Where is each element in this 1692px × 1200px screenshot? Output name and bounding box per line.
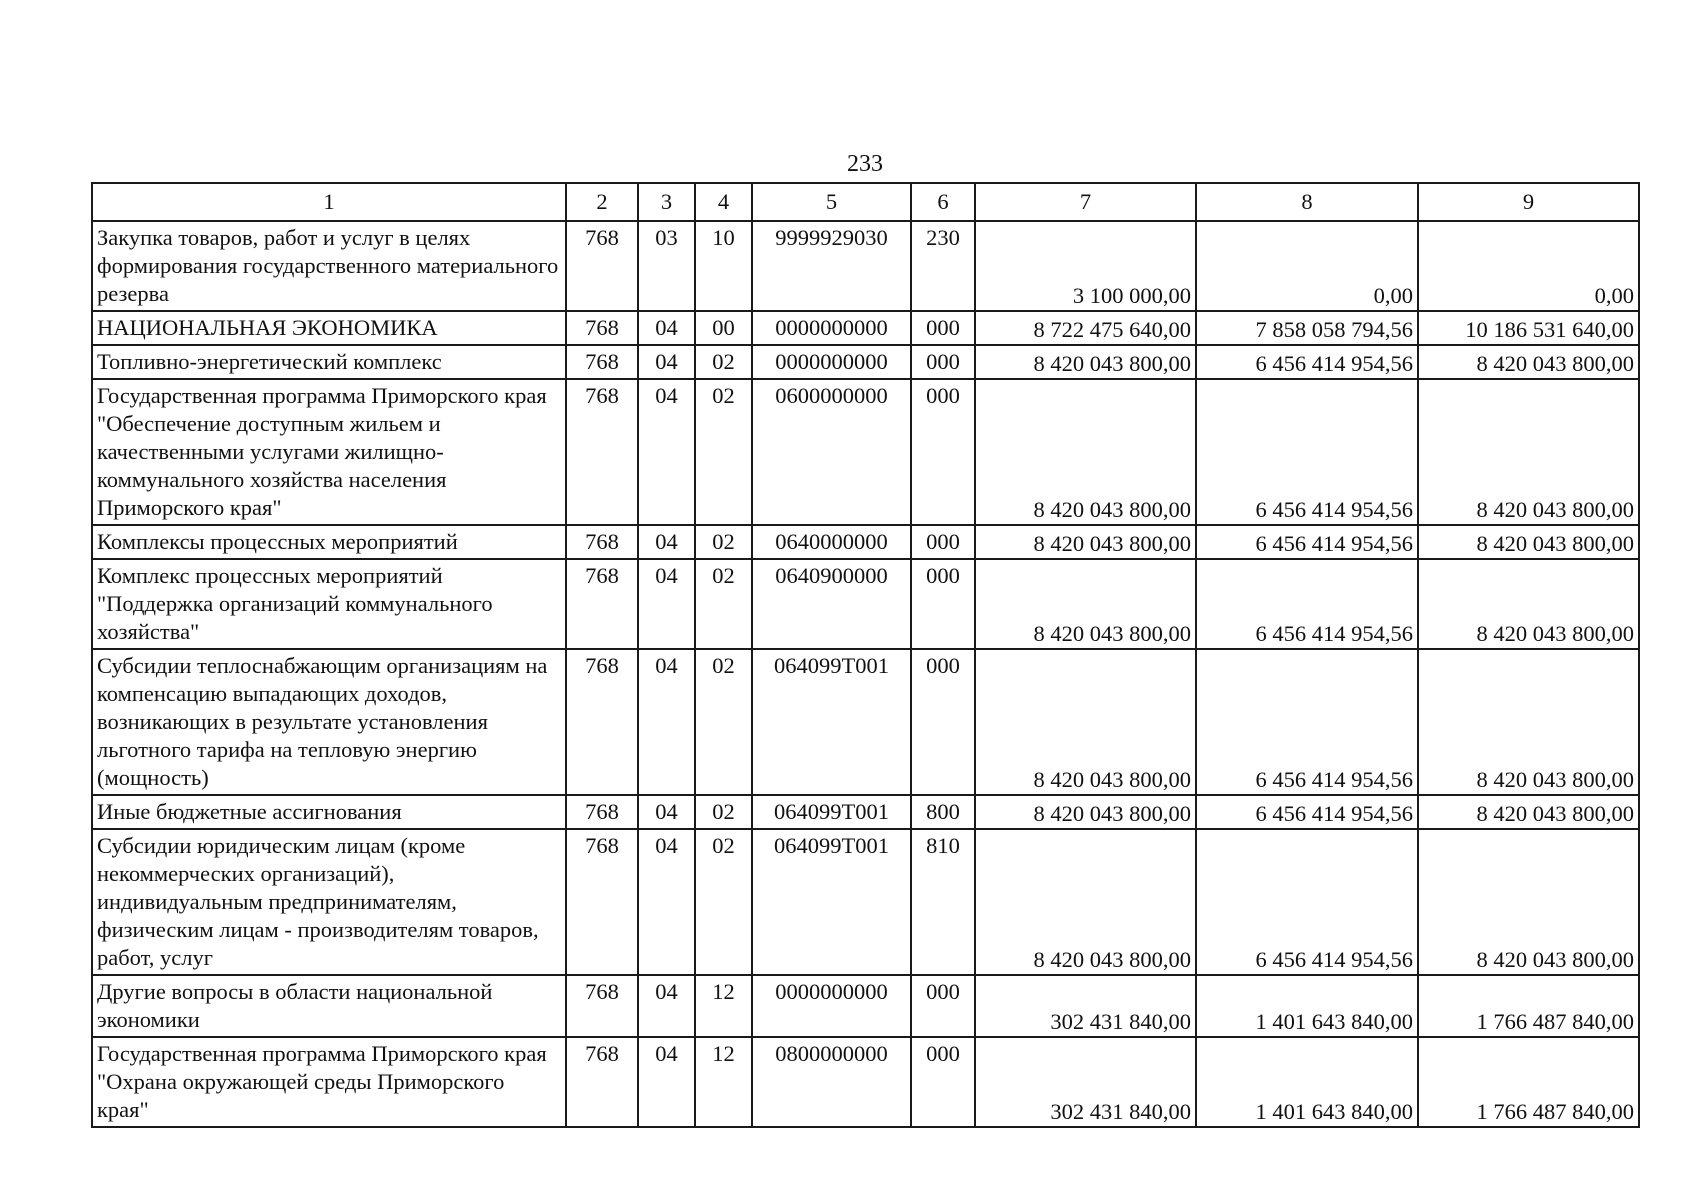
- column-header: 4: [695, 183, 752, 221]
- subsection-code: 02: [695, 379, 752, 525]
- table-row: [92, 829, 1639, 975]
- section-code: 04: [638, 559, 695, 649]
- amount-col8: 1 401 643 840,00: [1196, 975, 1418, 1037]
- amount-col9: 8 420 043 800,00: [1418, 795, 1639, 829]
- table-row: [92, 649, 1639, 795]
- subsection-code: 02: [695, 795, 752, 829]
- expense-type-code: 230: [911, 221, 975, 311]
- subsection-code: 02: [695, 345, 752, 379]
- expense-name: Комплекс процессных мероприятий "Поддержка организаций коммунального хозяйства": [92, 559, 566, 649]
- amount-col8: 6 456 414 954,56: [1196, 379, 1418, 525]
- amount-col8: 6 456 414 954,56: [1196, 829, 1418, 975]
- expense-name: Комплексы процессных мероприятий: [92, 525, 566, 559]
- expense-type-code: 000: [911, 1037, 975, 1127]
- column-header: 5: [752, 183, 911, 221]
- subsection-code: 12: [695, 1037, 752, 1127]
- amount-col9: 1 766 487 840,00: [1418, 975, 1639, 1037]
- amount-col8: 6 456 414 954,56: [1196, 649, 1418, 795]
- subsection-code: 02: [695, 829, 752, 975]
- amount-col9: 8 420 043 800,00: [1418, 345, 1639, 379]
- amount-col7: 3 100 000,00: [975, 221, 1196, 311]
- amount-col7: 8 722 475 640,00: [975, 311, 1196, 345]
- amount-col9: 8 420 043 800,00: [1418, 829, 1639, 975]
- ministry-code: 768: [566, 525, 638, 559]
- table-row: [92, 525, 1639, 559]
- subsection-code: 02: [695, 525, 752, 559]
- section-code: 04: [638, 311, 695, 345]
- ministry-code: 768: [566, 829, 638, 975]
- amount-col8: 6 456 414 954,56: [1196, 559, 1418, 649]
- amount-col9: 8 420 043 800,00: [1418, 559, 1639, 649]
- subsection-code: 12: [695, 975, 752, 1037]
- amount-col9: 0,00: [1418, 221, 1639, 311]
- amount-col7: 8 420 043 800,00: [975, 795, 1196, 829]
- column-header: 1: [92, 183, 566, 221]
- amount-col8: 0,00: [1196, 221, 1418, 311]
- expense-name: Государственная программа Приморского края "Охрана окружающей среды Приморского края": [92, 1037, 566, 1127]
- amount-col9: 8 420 043 800,00: [1418, 379, 1639, 525]
- expense-name: Топливно-энергетический комплекс: [92, 345, 566, 379]
- target-article-code: 0000000000: [752, 975, 911, 1037]
- table-row: [92, 379, 1639, 525]
- amount-col9: 1 766 487 840,00: [1418, 1037, 1639, 1127]
- expense-type-code: 000: [911, 345, 975, 379]
- column-header: 7: [975, 183, 1196, 221]
- budget-table: [91, 182, 1640, 1128]
- target-article-code: 064099Т001: [752, 795, 911, 829]
- amount-col7: 8 420 043 800,00: [975, 379, 1196, 525]
- amount-col7: 8 420 043 800,00: [975, 559, 1196, 649]
- table-header: [92, 183, 1639, 221]
- amount-col9: 10 186 531 640,00: [1418, 311, 1639, 345]
- expense-type-code: 000: [911, 649, 975, 795]
- column-header: 6: [911, 183, 975, 221]
- target-article-code: 0800000000: [752, 1037, 911, 1127]
- amount-col7: 8 420 043 800,00: [975, 829, 1196, 975]
- amount-col8: 7 858 058 794,56: [1196, 311, 1418, 345]
- table-row: [92, 221, 1639, 311]
- section-code: 04: [638, 379, 695, 525]
- section-code: 04: [638, 829, 695, 975]
- target-article-code: 0000000000: [752, 311, 911, 345]
- section-code: 03: [638, 221, 695, 311]
- expense-name: Субсидии теплоснабжающим организациям на компенсацию выпадающих доходов, возникающих в результате установления льготного тарифа на тепловую энергию (мощность): [92, 649, 566, 795]
- amount-col8: 6 456 414 954,56: [1196, 345, 1418, 379]
- amount-col9: 8 420 043 800,00: [1418, 649, 1639, 795]
- section-code: 04: [638, 649, 695, 795]
- amount-col7: 8 420 043 800,00: [975, 649, 1196, 795]
- subsection-code: 10: [695, 221, 752, 311]
- amount-col8: 1 401 643 840,00: [1196, 1037, 1418, 1127]
- amount-col7: 302 431 840,00: [975, 975, 1196, 1037]
- table-row: [92, 795, 1639, 829]
- ministry-code: 768: [566, 649, 638, 795]
- table-row: [92, 311, 1639, 345]
- table-row: [92, 345, 1639, 379]
- column-header: 3: [638, 183, 695, 221]
- amount-col7: 8 420 043 800,00: [975, 525, 1196, 559]
- target-article-code: 0640000000: [752, 525, 911, 559]
- expense-type-code: 810: [911, 829, 975, 975]
- expense-name: Субсидии юридическим лицам (кроме некоммерческих организаций), индивидуальным предпринимателям, физическим лицам - производителям товаров, работ, услуг: [92, 829, 566, 975]
- target-article-code: 9999929030: [752, 221, 911, 311]
- expense-name: НАЦИОНАЛЬНАЯ ЭКОНОМИКА: [92, 311, 566, 345]
- section-code: 04: [638, 795, 695, 829]
- column-header: 2: [566, 183, 638, 221]
- target-article-code: 0600000000: [752, 379, 911, 525]
- section-code: 04: [638, 975, 695, 1037]
- expense-name: Иные бюджетные ассигнования: [92, 795, 566, 829]
- column-header: 8: [1196, 183, 1418, 221]
- expense-name: Государственная программа Приморского края "Обеспечение доступным жильем и качественными услугами жилищно-коммунального хозяйства населения Приморского края": [92, 379, 566, 525]
- ministry-code: 768: [566, 1037, 638, 1127]
- expense-type-code: 000: [911, 311, 975, 345]
- section-code: 04: [638, 345, 695, 379]
- table-row: [92, 559, 1639, 649]
- subsection-code: 02: [695, 649, 752, 795]
- ministry-code: 768: [566, 559, 638, 649]
- target-article-code: 0000000000: [752, 345, 911, 379]
- section-code: 04: [638, 525, 695, 559]
- subsection-code: 02: [695, 559, 752, 649]
- page-number: 233: [847, 151, 883, 177]
- ministry-code: 768: [566, 311, 638, 345]
- ministry-code: 768: [566, 795, 638, 829]
- table-body: [92, 221, 1639, 1127]
- expense-name: Другие вопросы в области национальной экономики: [92, 975, 566, 1037]
- expense-type-code: 800: [911, 795, 975, 829]
- amount-col7: 8 420 043 800,00: [975, 345, 1196, 379]
- amount-col9: 8 420 043 800,00: [1418, 525, 1639, 559]
- column-header: 9: [1418, 183, 1639, 221]
- section-code: 04: [638, 1037, 695, 1127]
- table-row: [92, 975, 1639, 1037]
- amount-col8: 6 456 414 954,56: [1196, 525, 1418, 559]
- expense-name: Закупка товаров, работ и услуг в целях формирования государственного материального резерва: [92, 221, 566, 311]
- expense-type-code: 000: [911, 975, 975, 1037]
- subsection-code: 00: [695, 311, 752, 345]
- expense-type-code: 000: [911, 525, 975, 559]
- target-article-code: 064099Т001: [752, 829, 911, 975]
- ministry-code: 768: [566, 975, 638, 1037]
- target-article-code: 0640900000: [752, 559, 911, 649]
- ministry-code: 768: [566, 379, 638, 525]
- ministry-code: 768: [566, 345, 638, 379]
- amount-col8: 6 456 414 954,56: [1196, 795, 1418, 829]
- expense-type-code: 000: [911, 379, 975, 525]
- table-row: [92, 1037, 1639, 1127]
- ministry-code: 768: [566, 221, 638, 311]
- amount-col7: 302 431 840,00: [975, 1037, 1196, 1127]
- target-article-code: 064099Т001: [752, 649, 911, 795]
- header-row: [92, 183, 1639, 221]
- expense-type-code: 000: [911, 559, 975, 649]
